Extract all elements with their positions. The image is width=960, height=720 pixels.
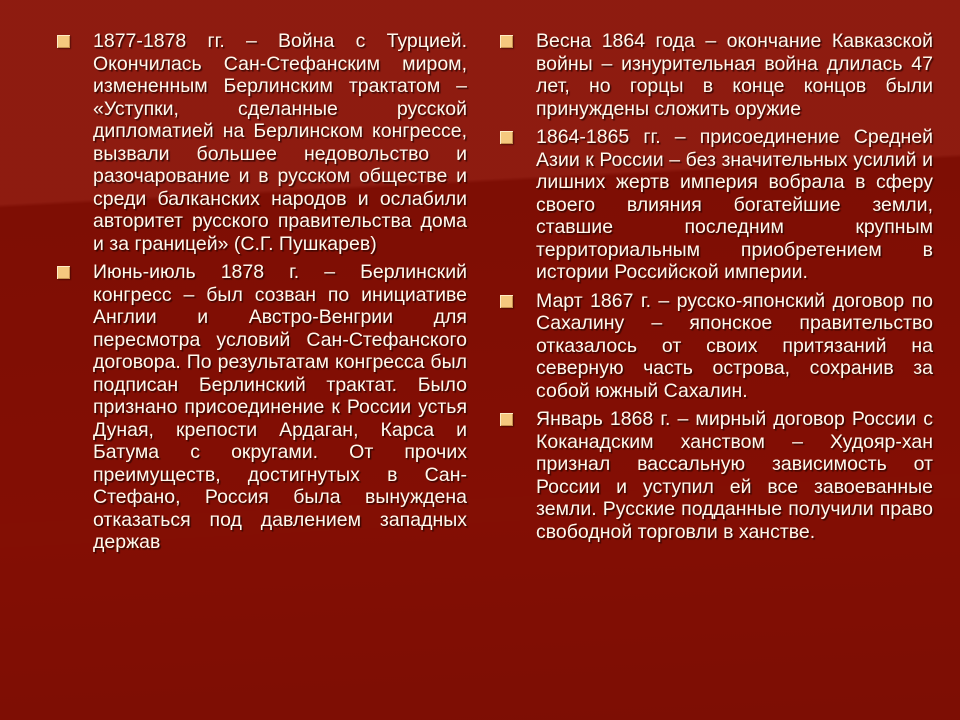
square-bullet-icon — [500, 35, 513, 48]
bullet-text: Январь 1868 г. – мирный договор России с Коканадским ханством – Худояр-хан признал вассальную зависимость от России и уступил ей все завоеванные земли. Русские подданные получили право свободной торговли в ханстве. — [536, 408, 933, 543]
bullet-text: 1864-1865 гг. – присоединение Средней Азии к России – без значительных усилий и лишних жертв империя вобрала в сферу своего влияния богатейшие земли, ставшие последним крупным территориальным приобретением в истории Российской империи. — [536, 126, 933, 283]
bullet-item — [500, 290, 933, 403]
bullet-text: Июнь-июль 1878 г. – Берлинский конгресс – был созван по инициативе Англии и Австро-Венгрии для пересмотра условий Сан-Стефанского договора. По результатам конгресса был подписан Берлинский трактат. Было признано присоединение к России устья Дуная, крепости Ардаган, Карса и Батума с округами. От прочих преимуществ, достигнутых в Сан-Стефано, Россия была вынуждена отказаться под давлением западных держав — [93, 261, 467, 553]
bullet-item — [500, 30, 933, 120]
right-column — [480, 0, 960, 720]
square-bullet-icon — [500, 413, 513, 426]
bullet-item — [500, 126, 933, 284]
square-bullet-icon — [500, 295, 513, 308]
square-bullet-icon — [500, 131, 513, 144]
square-bullet-icon — [57, 35, 70, 48]
bullet-text: 1877-1878 гг. – Война с Турцией. Окончилась Сан-Стефанским миром, измененным Берлинским трактатом – «Уступки, сделанные русской дипломатией на Берлинском конгрессе, вызвали большее недовольство и разочарование и в русском обществе и среди балканских народов и ослабили авторитет русского правительства дома и за границей» (С.Г. Пушкарев) — [93, 30, 467, 255]
square-bullet-icon — [57, 266, 70, 279]
bullet-text: Весна 1864 года – окончание Кавказской войны – изнурительная война длилась 47 лет, но горцы в конце концов были принуждены сложить оружие — [536, 30, 933, 120]
bullet-item — [57, 30, 467, 255]
bullet-item — [57, 261, 467, 554]
bullet-text: Март 1867 г. – русско-японский договор по Сахалину – японское правительство отказалось от своих притязаний на северную часть острова, сохранив за собой южный Сахалин. — [536, 289, 933, 402]
bullet-item — [500, 408, 933, 543]
